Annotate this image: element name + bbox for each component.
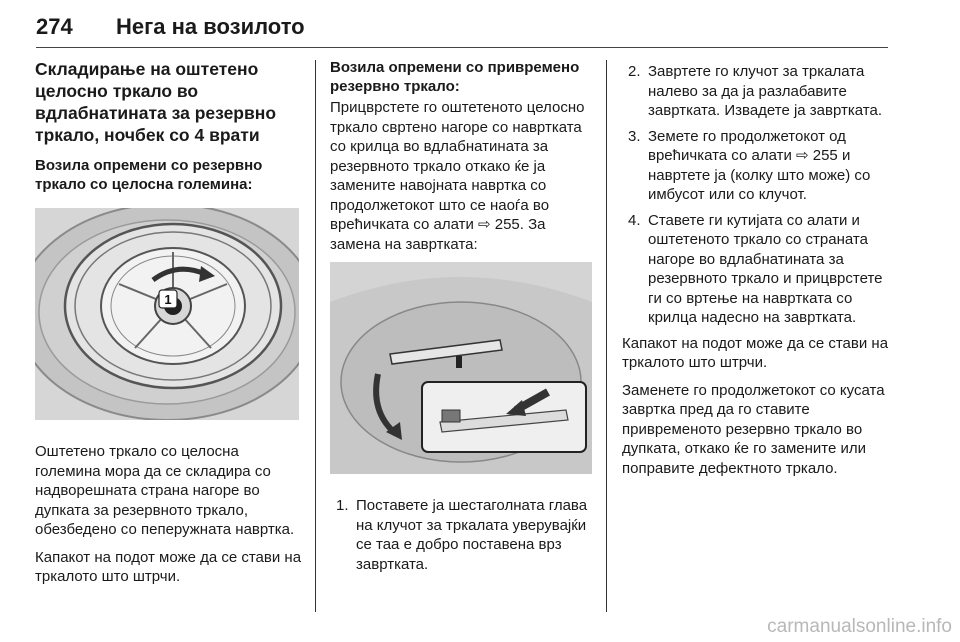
full-size-spare-subheading: Возила опремени со резервно тркало со целосна големина:	[35, 157, 263, 193]
bolt-replacement-drawing	[330, 262, 592, 474]
header-divider	[36, 47, 888, 48]
figure-callout-1: 1	[164, 292, 172, 307]
paragraph: Капакот на подот може да се стави на тркалото што штрчи.	[622, 334, 889, 371]
step-number: 2.	[628, 63, 641, 80]
list-item	[622, 211, 890, 328]
column-2	[330, 58, 592, 580]
bolt-replacement-steps-continued	[622, 62, 890, 328]
step-text: Поставете ја шестаголната глава на клучот за тркалата уверувајќи се таа е добро поставена врз завртката.	[356, 497, 588, 573]
step-number: 4.	[628, 211, 641, 229]
bolt-replacement-illustration	[330, 262, 592, 474]
column-3	[622, 62, 890, 486]
section-title: Нега на возилото	[116, 14, 305, 39]
watermark: carmanualsonline.info	[767, 616, 952, 637]
column-divider-1	[315, 60, 316, 612]
step-text: Земете го продолжетокот од врећичката со алати ⇨ 255 и навртете ја (колку што може) со имбусот или со клучот.	[648, 127, 871, 203]
spare-wheel-illustration	[35, 208, 299, 420]
paragraph: Прицврстете го оштетеното целосно тркало свртено нагоре со навртката со крилца во вдлабнатината за резервното тркало откако ќе ја замените навојната навртка со продолжетокот што се наоѓа во врећичката со алати ⇨ 255. За замена на завртката:	[330, 99, 585, 253]
column-divider-2	[606, 60, 607, 612]
step-number: 3.	[628, 127, 641, 145]
column-1	[35, 58, 305, 587]
page-header	[36, 12, 886, 44]
section-heading: Складирање на оштетено целосно тркало во вдлабнатината за резервно тркало, ночбек со 4 врати	[35, 59, 277, 145]
list-item	[622, 62, 890, 121]
list-item	[330, 496, 592, 574]
page-number: 274	[36, 14, 73, 39]
paragraph: Заменете го продолжетокот со кусата завртка пред да го ставите привременото резервно тркало во дупката, откако ќе го замените или поправите дефектното тркало.	[622, 381, 885, 477]
list-item	[622, 127, 890, 205]
bolt-replacement-steps	[330, 496, 592, 574]
paragraph: Оштетено тркало со целосна големина мора да се складира со надворешната страна нагоре во дупката за резервното тркало, обезбедено со пеперужната навртка.	[35, 443, 295, 538]
spare-wheel-well-illustration	[35, 208, 299, 420]
temporary-spare-subheading: Возила опремени со привремено резервно тркало:	[330, 59, 580, 95]
step-text: Завртете го клучот за тркалата налево за да ја разлабавите завртката. Извадете ја завртката.	[648, 63, 882, 119]
paragraph: Капакот на подот може да се стави на тркалото што штрчи.	[35, 548, 302, 585]
step-text: Ставете ги кутијата со алати и оштетеното тркало со страната нагоре во вдлабнатината за резервното тркало и прицврстете ги со вртење на навртката со крилца надесно на завртката.	[648, 211, 883, 326]
step-number: 1.	[336, 497, 349, 514]
